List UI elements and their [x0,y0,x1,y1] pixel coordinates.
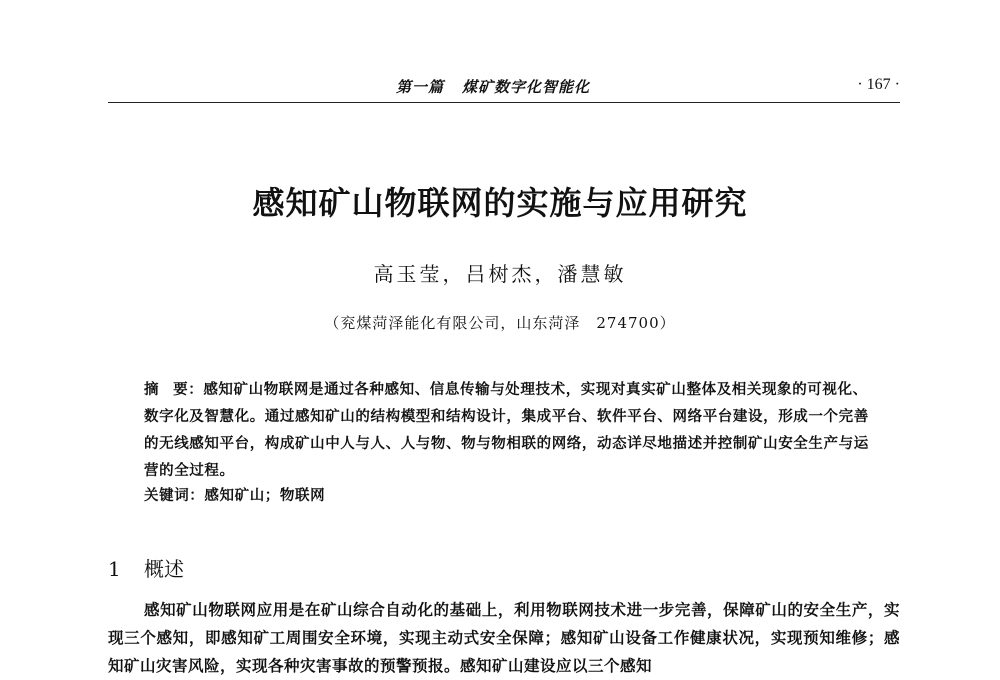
authors: 高玉莹，吕树杰，潘慧敏 [373,262,627,286]
page-number: · 167 · [857,76,900,93]
running-section-title [396,76,590,97]
keywords-label: 关键词： [144,487,205,504]
keywords [144,484,325,505]
section-number: 第一篇 [396,78,445,96]
abstract-text: 感知矿山物联网是通过各种感知、信息传输与处理技术，实现对真实矿山整体及相关现象的可视化、数字化及智慧化。通过感知矿山的结构模型和结构设计，集成平台、软件平台、网络平台建设，形成一个完善的无线感知平台，构成矿山中人与人、人与物、物与物相联的网络，动态详尽地描述并控制矿山安全生产与运营的全过程。 [144,381,869,479]
keywords-text: 感知矿山；物联网 [204,487,326,504]
affiliation: （兖煤菏泽能化有限公司，山东菏泽 274700） [324,314,676,332]
section-title: 煤矿数字化智能化 [462,78,591,96]
section-heading-title: 概述 [144,557,184,581]
running-header [108,76,900,103]
section-heading [108,553,184,582]
paper-title: 感知矿山物联网的实施与应用研究 [252,184,748,222]
section-heading-number: 1 [108,557,121,581]
abstract-label [144,381,203,398]
abstract-label-part-1: 摘 [144,381,160,398]
abstract [144,376,874,484]
body-paragraph: 感知矿山物联网应用是在矿山综合自动化的基础上，利用物联网技术进一步完善，保障矿山的安全生产，实现三个感知，即感知矿工周围安全环境，实现主动式安全保障；感知矿山设备工作健康状况，实现预知维修；感知矿山灾害风险，实现各种灾害事故的预警预报。感知矿山建设应以三个感知 [108,600,900,675]
abstract-label-part-2: 要： [173,381,204,398]
